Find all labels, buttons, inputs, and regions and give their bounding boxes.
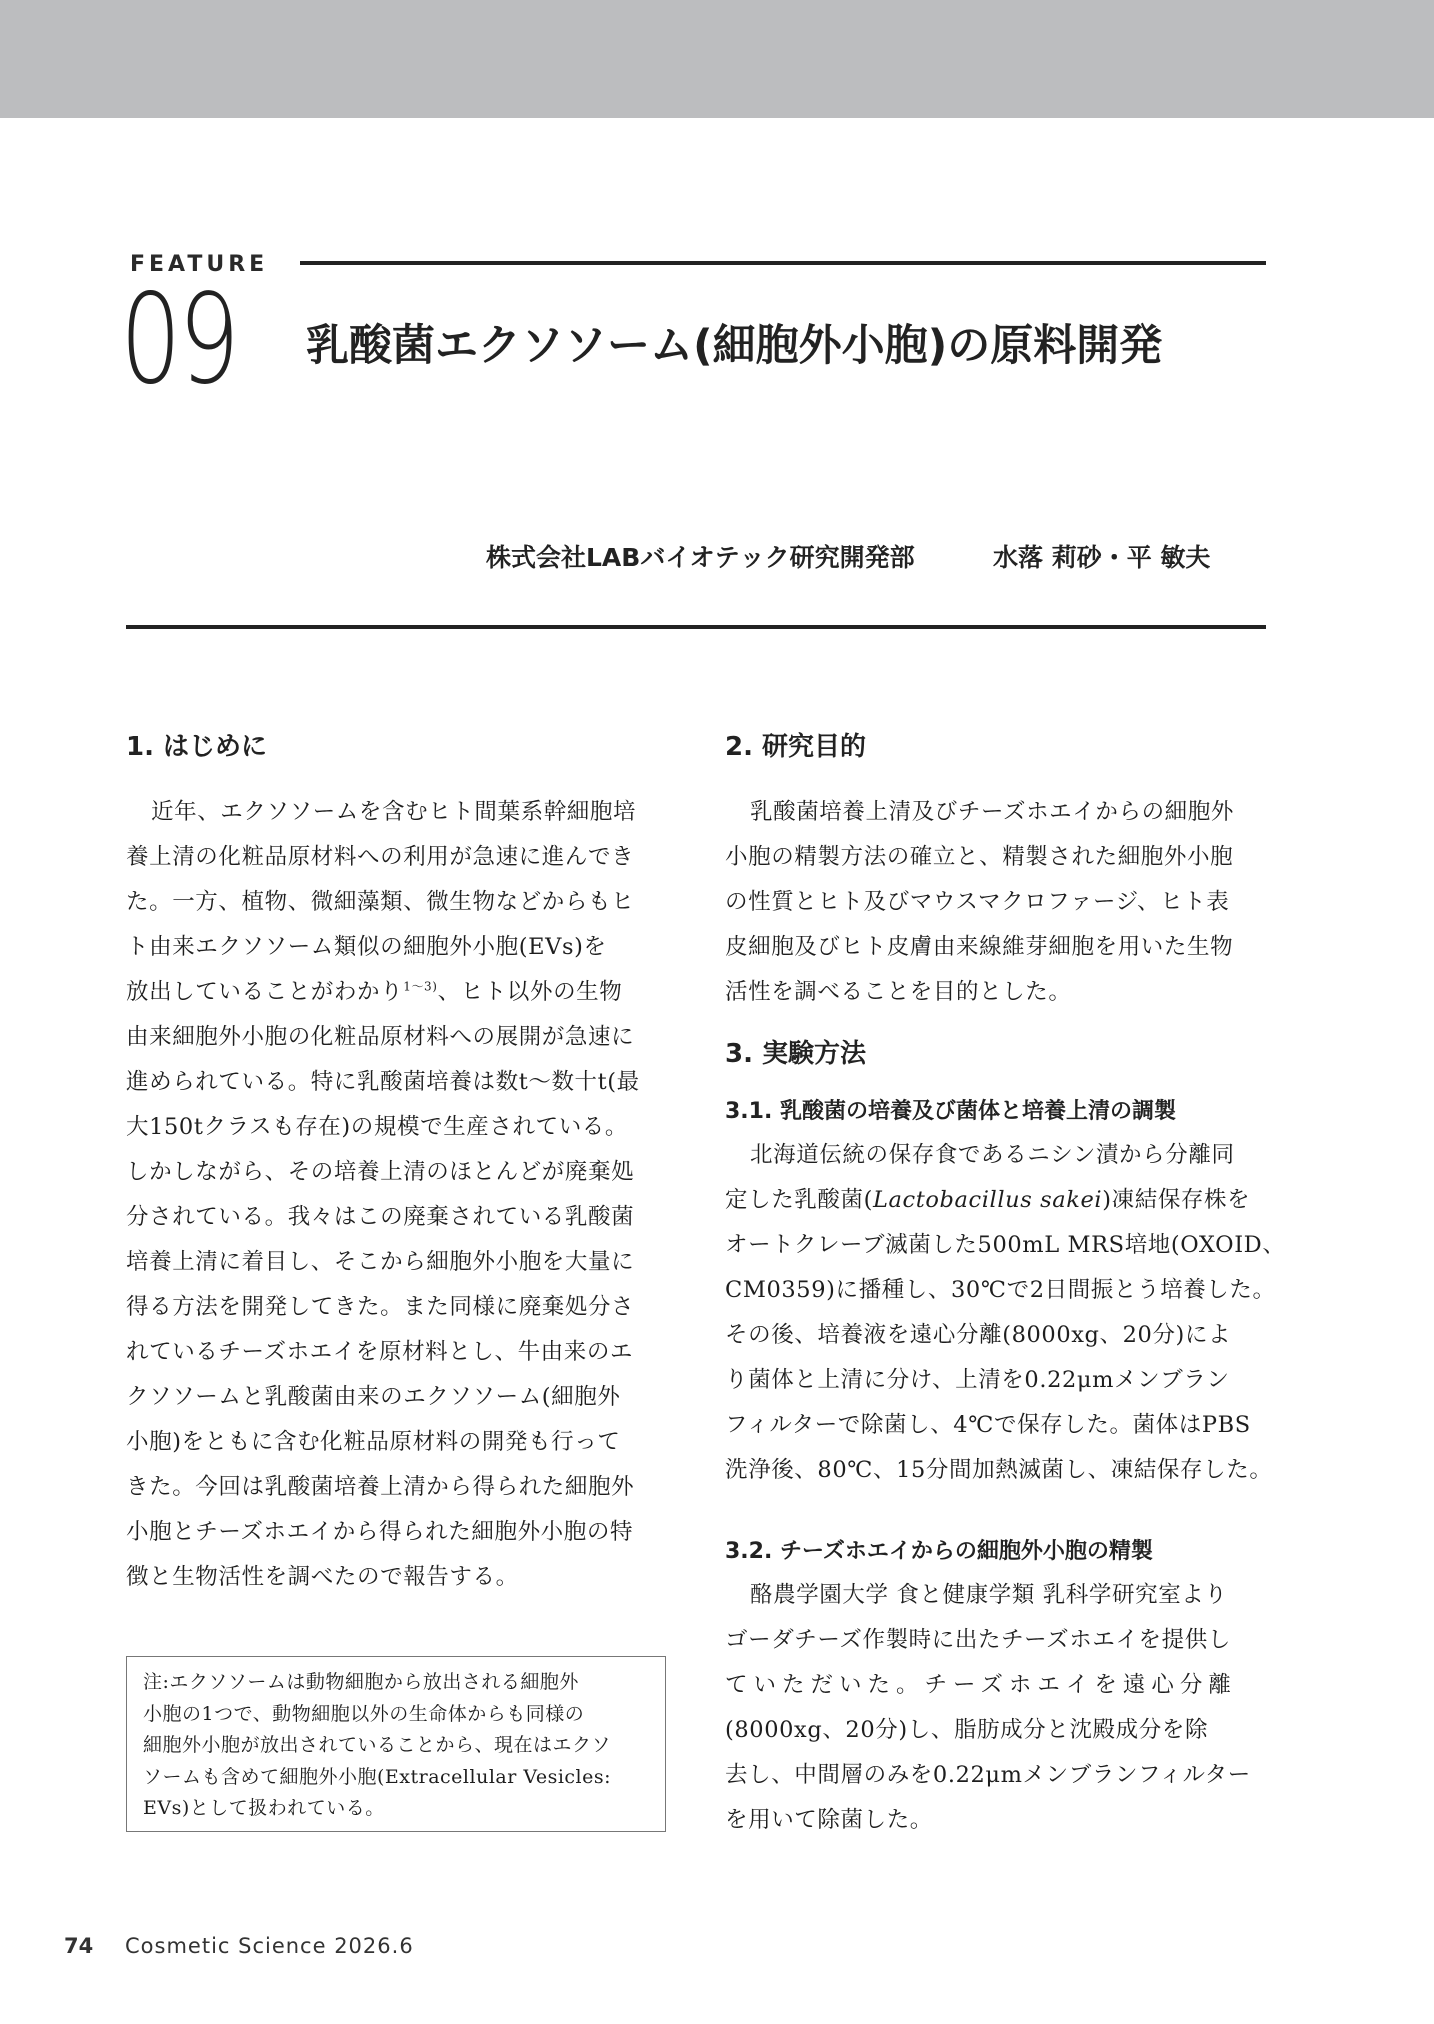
text-line: 皮細胞及びヒト皮膚由来線維芽細胞を用いた生物 [725,934,1234,960]
intro-paragraph [126,790,670,1600]
header-rule [126,625,1266,629]
subsection-heading-culture: 3.1. 乳酸菌の培養及び菌体と培養上清の調製 [725,1099,1176,1124]
text-line [725,1178,1269,1223]
note-line: EVs)として扱われている。 [143,1797,385,1819]
text-line: 分されている。我々はこの廃棄されている乳酸菌 [126,1204,635,1230]
page-number: 74 [64,1934,94,1958]
text-line: れているチーズホエイを原材料とし、牛由来のエ [126,1339,634,1365]
feature-number: 09 [120,268,237,412]
text-line: 培養上清に着目し、そこから細胞外小胞を大量に [126,1249,635,1275]
text-line: (8000xg、20分)し、脂肪成分と沈殿成分を除 [725,1717,1209,1743]
feature-rule [300,261,1266,265]
subsection-heading-whey: 3.2. チーズホエイからの細胞外小胞の精製 [725,1539,1153,1564]
species-name: Lactobacillus sakei [872,1187,1103,1213]
note-line: 細胞外小胞が放出されていることから、現在はエクソ [143,1734,612,1756]
text-line: フィルターで除菌し、4℃で保存した。菌体はPBS [725,1412,1251,1438]
whey-paragraph [725,1573,1269,1843]
text-line: ていただいた。チーズホエイを遠心分離 [725,1672,1237,1698]
text-line: ゴーダチーズ作製時に出たチーズホエイを提供し [725,1627,1231,1653]
text-line: 小胞の精製方法の確立と、精製された細胞外小胞 [725,844,1234,870]
section-heading-purpose: 2. 研究目的 [725,732,867,762]
text-line: 進められている。特に乳酸菌培養は数t〜数十t(最 [126,1069,640,1095]
text-line: 由来細胞外小胞の化粧品原材料への展開が急速に [126,1024,635,1050]
text-line: ト由来エクソソーム類似の細胞外小胞(EVs)を [126,934,607,960]
purpose-paragraph [725,790,1269,1015]
text-line: 近年、エクソソームを含むヒト間葉系幹細胞培 [151,799,637,825]
text-line: 乳酸菌培養上清及びチーズホエイからの細胞外 [750,799,1234,825]
text-line: 養上清の化粧品原材料への利用が急速に進んでき [126,844,635,870]
magazine-issue: Cosmetic Science 2026.6 [125,1934,414,1958]
text-line: しかしながら、その培養上清のほとんどが廃棄処 [126,1159,635,1185]
text-line: を用いて除菌した。 [725,1807,933,1833]
text-line [126,970,670,1015]
note-line: ソームも含めて細胞外小胞(Extracellular Vesicles: [143,1765,612,1788]
text-fragment: 放出していることがわかり [126,979,404,1005]
section-heading-intro: 1. はじめに [126,732,268,762]
text-line: クソソームと乳酸菌由来のエクソソーム(細胞外 [126,1384,621,1410]
text-fragment: )凍結保存株を [1102,1187,1251,1213]
top-band [0,0,1434,118]
text-line: 洗浄後、80℃、15分間加熱滅菌し、凍結保存した。 [725,1457,1273,1483]
text-line: 北海道伝統の保存食であるニシン漬から分離同 [750,1142,1235,1168]
text-line: り菌体と上清に分け、上清を0.22μmメンブラン [725,1367,1230,1393]
text-fragment: 、ヒト以外の生物 [437,979,623,1005]
author-organization: 株式会社LABバイオテック研究開発部 [486,543,915,572]
text-line: 活性を調べることを目的とした。 [725,979,1072,1005]
text-line: 小胞とチーズホエイから得られた細胞外小胞の特 [126,1519,634,1545]
section-heading-methods: 3. 実験方法 [725,1039,867,1069]
left-column [126,730,670,1600]
text-line: 去し、中間層のみを0.22μmメンブランフィルター [725,1762,1251,1788]
culture-paragraph [725,1133,1286,1493]
article-title: 乳酸菌エクソソーム(細胞外小胞)の原料開発 [306,321,1163,371]
text-line: 酪農学園大学 食と健康学類 乳科学研究室より [750,1582,1228,1608]
author-names: 水落 莉砂・平 敏夫 [993,543,1211,572]
citation-reference: 1〜3) [403,979,438,994]
feature-label: FEATURE [130,252,269,277]
note-box [126,1656,666,1832]
text-line: オートクレーブ滅菌した500mL MRS培地(OXOID、 [725,1232,1286,1258]
right-column [725,730,1286,1843]
text-line: CM0359)に播種し、30℃で2日間振とう培養した。 [725,1277,1276,1303]
note-line: 注:エクソソームは動物細胞から放出される細胞外 [143,1671,579,1693]
text-line: た。一方、植物、微細藻類、微生物などからもヒ [126,889,635,915]
text-line: の性質とヒト及びマウスマクロファージ、ヒト表 [725,889,1230,915]
text-line: その後、培養液を遠心分離(8000xg、20分)によ [725,1322,1232,1348]
text-line: 小胞)をともに含む化粧品原材料の開発も行って [126,1429,621,1455]
text-line: きた。今回は乳酸菌培養上清から得られた細胞外 [126,1474,635,1500]
text-fragment: 定した乳酸菌( [725,1187,873,1213]
text-line: 得る方法を開発してきた。また同様に廃棄処分さ [126,1294,635,1320]
text-line: 大150tクラスも存在)の規模で生産されている。 [126,1114,628,1140]
note-line: 小胞の1つで、動物細胞以外の生命体からも同様の [143,1702,585,1725]
text-line: 徴と生物活性を調べたので報告する。 [126,1564,519,1590]
